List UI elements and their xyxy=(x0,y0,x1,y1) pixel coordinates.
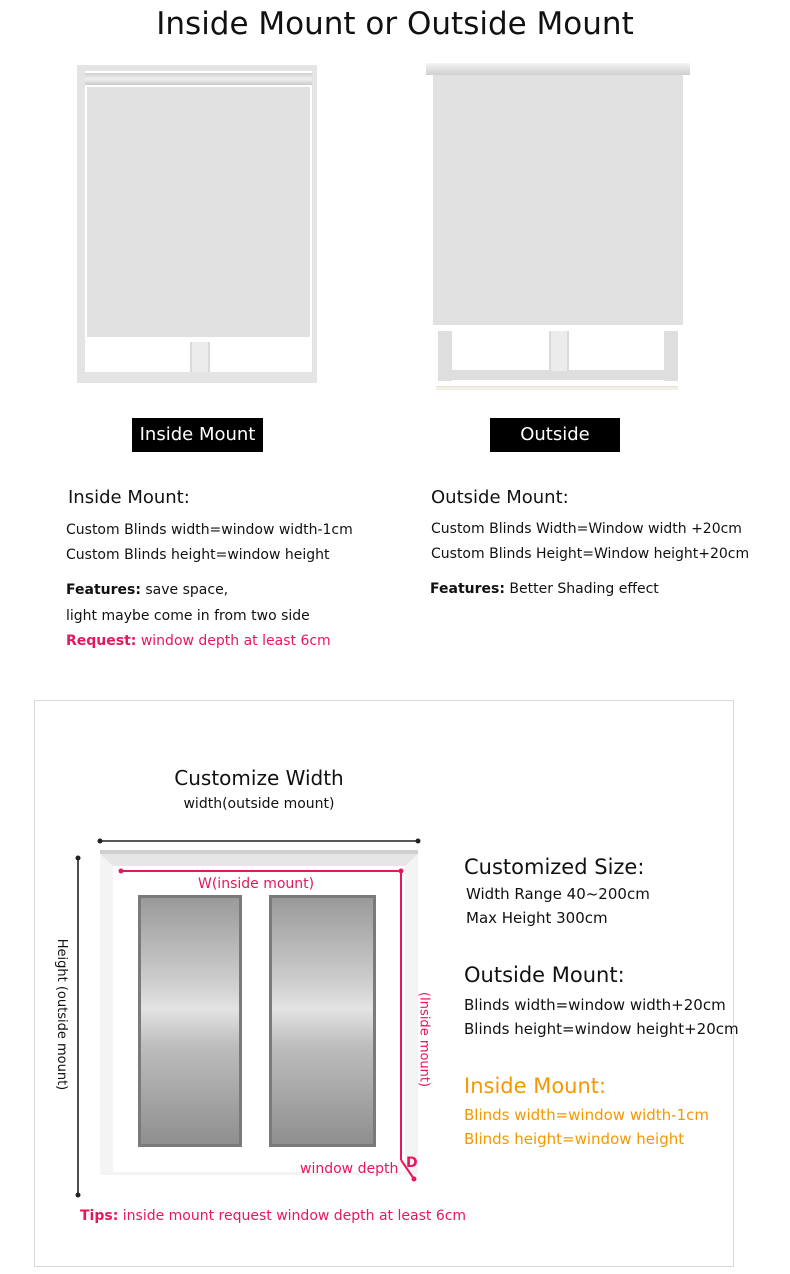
customized-size-heading: Customized Size: xyxy=(464,855,645,879)
customize-width-subtitle: width(outside mount) xyxy=(183,796,335,812)
inside-features-line2: light maybe come in from two side xyxy=(66,608,310,624)
outside-blinds-height: Blinds height=window height+20cm xyxy=(464,1020,739,1038)
width-line-endpoint xyxy=(98,839,103,844)
height-line-endpoint xyxy=(76,1193,81,1198)
blind-fabric xyxy=(433,75,683,325)
window-frame-bottom xyxy=(438,370,678,380)
depth-d-label: D xyxy=(406,1155,418,1171)
features-text: Better Shading effect xyxy=(504,581,659,597)
height-line-endpoint xyxy=(76,856,81,861)
inside-mount-badge: Inside Mount xyxy=(132,418,263,452)
features-text: save space, xyxy=(140,582,229,598)
inside-blinds-width: Blinds width=window width-1cm xyxy=(464,1106,709,1124)
outside-height-formula: Custom Blinds Height=Window height+20cm xyxy=(431,546,750,562)
request-label: Request: xyxy=(66,633,137,649)
outside-width-formula: Custom Blinds Width=Window width +20cm xyxy=(431,521,742,537)
max-height: Max Height 300cm xyxy=(466,909,608,927)
right-pane-glass xyxy=(272,898,373,1144)
outside-height-label: Height (outside mount) xyxy=(54,938,69,1091)
tips-note xyxy=(80,1208,466,1224)
inside-width-label: W(inside mount) xyxy=(198,876,315,892)
window-handle xyxy=(190,342,210,372)
width-line-endpoint xyxy=(416,839,421,844)
blind-headrail xyxy=(426,63,690,75)
page-title: Inside Mount or Outside Mount xyxy=(156,6,634,42)
tips-text: inside mount request window depth at least 6cm xyxy=(118,1208,467,1224)
width-range: Width Range 40~200cm xyxy=(466,885,650,903)
inside-width-formula: Custom Blinds width=window width-1cm xyxy=(66,522,353,538)
inside-mount-heading: Inside Mount: xyxy=(68,487,190,508)
inside-width-endpoint xyxy=(119,869,124,874)
inside-height-formula: Custom Blinds height=window height xyxy=(66,547,330,563)
outside-mount-badge: Outside Mount xyxy=(490,418,620,452)
left-pane-glass xyxy=(141,898,239,1144)
inside-mount-height-label: (Inside mount) xyxy=(416,991,432,1088)
inside-features xyxy=(66,582,228,598)
inside-mount-spec-heading: Inside Mount: xyxy=(464,1074,607,1098)
inside-request xyxy=(66,633,331,649)
window-sill xyxy=(436,386,678,390)
outside-features xyxy=(430,581,659,597)
customize-width-title: Customize Width xyxy=(174,766,344,790)
window-handle xyxy=(549,331,569,371)
tips-label: Tips: xyxy=(80,1208,119,1224)
blind-fabric xyxy=(87,87,310,337)
blind-headrail xyxy=(85,73,312,85)
request-text: window depth at least 6cm xyxy=(136,633,331,649)
features-label: Features: xyxy=(66,582,141,598)
features-label: Features: xyxy=(430,581,505,597)
window-depth-label: window depth xyxy=(300,1161,399,1177)
window-depth-endpoint xyxy=(412,1177,417,1182)
outside-mount-heading: Outside Mount: xyxy=(431,487,569,508)
outside-mount-spec-heading: Outside Mount: xyxy=(464,963,625,987)
outside-blinds-width: Blinds width=window width+20cm xyxy=(464,996,726,1014)
inside-blinds-height: Blinds height=window height xyxy=(464,1130,685,1148)
